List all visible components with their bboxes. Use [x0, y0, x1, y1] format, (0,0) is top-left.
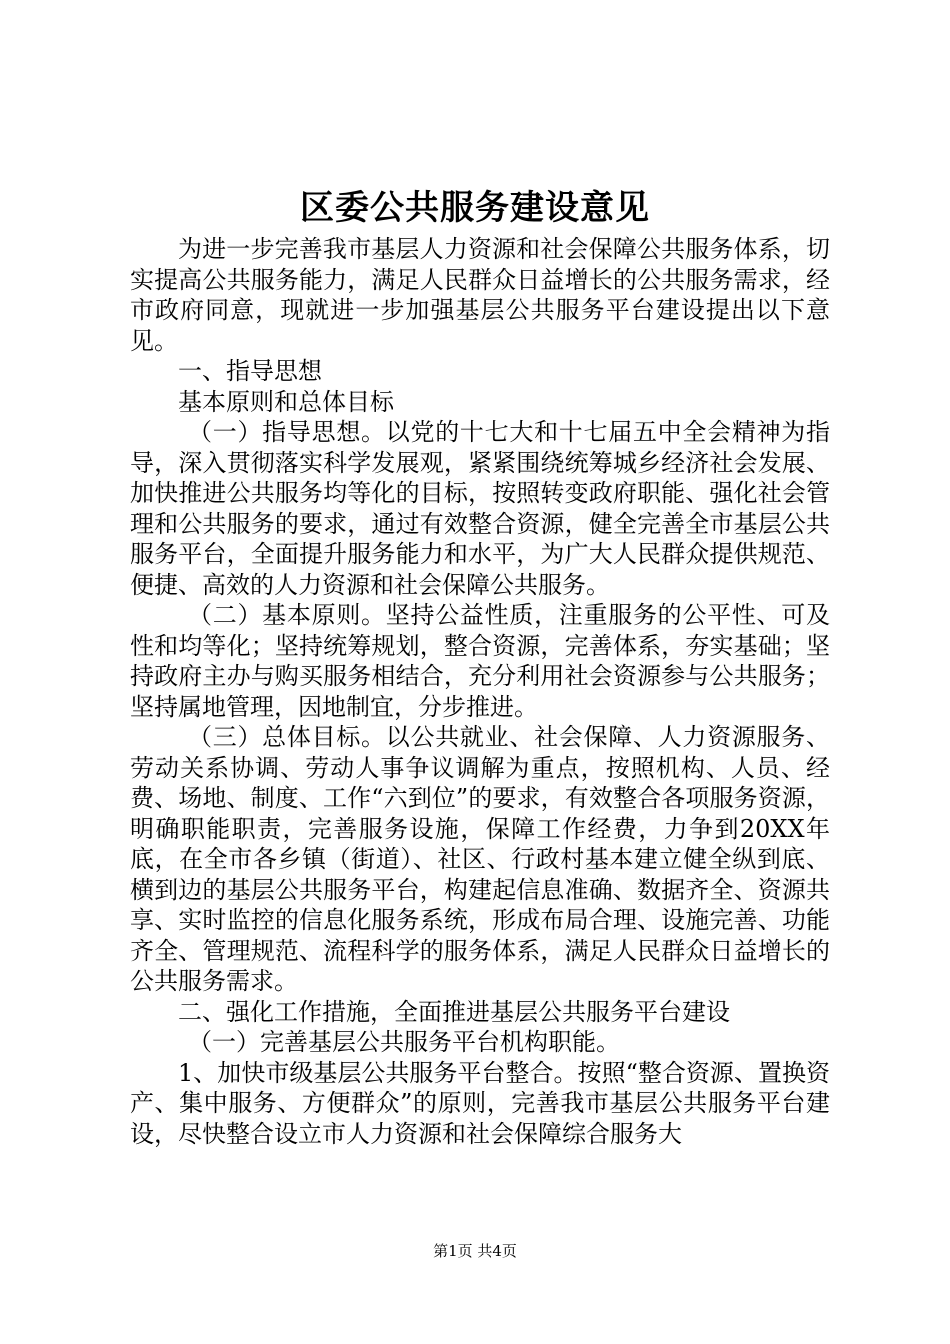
document-body — [130, 234, 830, 1149]
item-paragraph-1: 1、加快市级基层公共服务平台整合。按照“整合资源、置换资产、集中服务、方便群众”的原则，完善我市基层公共服务平台建设，尽快整合设立市人力资源和社会保障综合服务大 — [130, 1058, 830, 1148]
guiding-ideology-paragraph: （一）指导思想。以党的十七大和十七届五中全会精神为指导，深入贯彻落实科学发展观，紧紧围绕统筹城乡经济社会发展、加快推进公共服务均等化的目标，按照转变政府职能、强化社会管理和公共服务的要求，通过有效整合资源，健全完善全市基层公共服务平台，全面提升服务能力和水平，为广大人民群众提供规范、便捷、高效的人力资源和社会保障公共服务。 — [130, 418, 830, 599]
page-footer: 第1页 共4页 — [433, 1242, 517, 1260]
document-title: 区委公共服务建设意见 — [300, 188, 650, 228]
section-heading-2: 二、强化工作措施，全面推进基层公共服务平台建设 — [178, 997, 730, 1026]
section-heading-1: 一、指导思想 — [178, 357, 322, 385]
intro-paragraph: 为进一步完善我市基层人力资源和社会保障公共服务体系，切实提高公共服务能力，满足人民群众日益增长的公共服务需求，经市政府同意，现就进一步加强基层公共服务平台建设提出以下意见。 — [130, 235, 830, 355]
subsection-heading-1: （一）完善基层公共服务平台机构职能。 — [188, 1028, 620, 1056]
section-heading-1-subtitle: 基本原则和总体目标 — [178, 387, 394, 416]
overall-goals-paragraph: （三）总体目标。以公共就业、社会保障、人力资源服务、劳动关系协调、劳动人事争议调解为重点，按照机构、人员、经费、场地、制度、工作“六到位”的要求，有效整合各项服务资源，明确职能职责，完善服务设施，保障工作经费，力争到20XX年底，在全市各乡镇（街道）、社区、行政村基本建立健全纵到底、横到边的基层公共服务平台，构建起信息准确、数据齐全、资源共享、实时监控的信息化服务系统，形成布局合理、设施完善、功能齐全、管理规范、流程科学的服务体系，满足人民群众日益增长的公共服务需求。 — [130, 723, 830, 995]
basic-principles-paragraph: （二）基本原则。坚持公益性质，注重服务的公平性、可及性和均等化；坚持统筹规划，整合资源，完善体系，夯实基础；坚持政府主办与购买服务相结合，充分利用社会资源参与公共服务；坚持属地管理，因地制宜，分步推进。 — [130, 601, 830, 721]
